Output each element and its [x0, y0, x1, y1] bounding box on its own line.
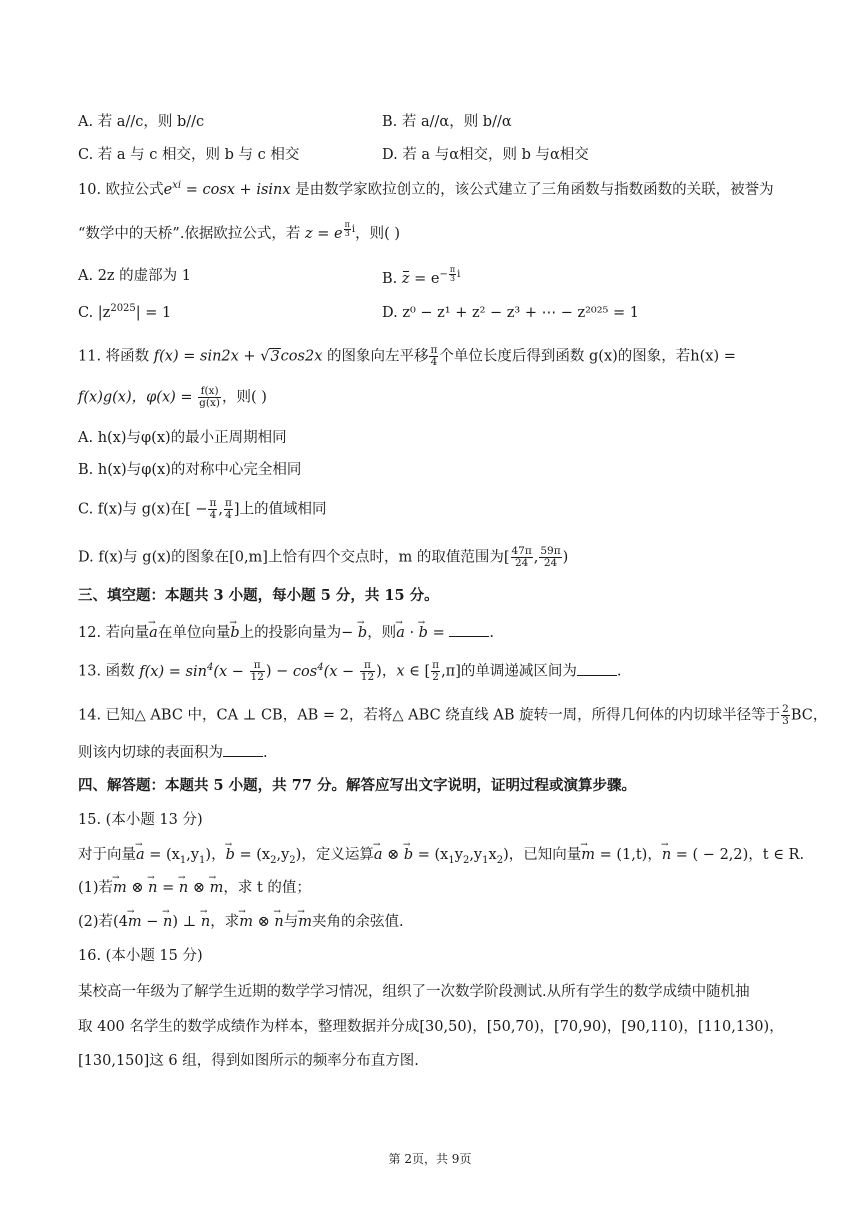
- q9-option-b: B. 若 a//α，则 b//α: [382, 114, 512, 130]
- q14-line2: 则该内切球的表面积为 .: [78, 742, 268, 763]
- section-4-heading: 四、解答题：本题共 5 小题，共 77 分。解答应写出文字说明，证明过程或演算步骤。: [78, 777, 636, 794]
- q16-header: 16. (本小题 15 分): [78, 948, 203, 964]
- q15-header: 15. (本小题 13 分): [78, 812, 203, 828]
- q14-answer-blank[interactable]: [223, 742, 263, 757]
- q11-option-d: D. f(x)与 g(x)的图象在[0,m]上恰有四个交点时，m 的取值范围为[ $\frac{47\pi}{24}$ , $\frac{59\pi}{24}$ ): [78, 545, 569, 569]
- q9-option-c: C. 若 a 与 c 相交，则 b 与 c 相交: [78, 147, 300, 163]
- q13-answer-blank[interactable]: [577, 661, 617, 676]
- q10-option-b: B. $z = e^{- \frac{\pi}{3} i}$: [382, 265, 461, 287]
- q10-line2: “数学中的天桥”.依据欧拉公式，若 z = e $^{\frac{\pi}{3} i}$，则( ): [78, 220, 401, 242]
- q11-option-b: B. h(x)与φ(x)的对称中心完全相同: [78, 462, 302, 478]
- q11-line1: 11. 将函数 f(x) = sin2x + √3cos2x 的图象向左平移 $\frac{\pi}{4}$ 个单位长度后得到函数 g(x)的图象，若h(x) =: [78, 344, 736, 368]
- q16-line1: 某校高一年级为了解学生近期的数学学习情况，组织了一次数学阶段测试.从所有学生的数学成绩中随机抽: [78, 984, 750, 1000]
- q11-line2: f(x)g(x)，φ(x) = $\frac{f(x)}{g(x)}$ ，则( ): [78, 385, 267, 409]
- q15-stem: 对于向量→ $a = (x_1,y_1)$，→ $b = (x_2,y_2)$，定义运算→ a ⊗ → $b = (x_1y_2,y_1x_2)$，已知向量→ m = (1,t)，→ n = ( − 2,2)，t ∈ R.: [78, 845, 804, 865]
- q11-option-c: C. f(x)与 g(x)在[ − $\frac{\pi}{4}$ , $\frac{\pi}{4}$ ]上的值域相同: [78, 497, 327, 521]
- q12-answer-blank[interactable]: [449, 622, 489, 637]
- q11-option-a: A. h(x)与φ(x)的最小正周期相同: [78, 430, 287, 446]
- q15-part1: (1)若→ m ⊗ → n = → n ⊗ → m，求 t 的值；: [78, 878, 311, 898]
- q10-option-a: A. 2z 的虚部为 1: [78, 268, 191, 284]
- q15-part2: (2)若(4→ m − → n) ⊥ → n，求→ m ⊗ → n与→ m夹角的余弦值.: [78, 912, 404, 932]
- q14-line1: 14. 已知△ ABC 中，CA ⊥ CB，AB = 2，若将△ ABC 绕直线 AB 旋转一周，所得几何体的内切球半径等于 $\frac{2}{3}$ BC，: [78, 703, 828, 727]
- q12: 12. 若向量→ a在单位向量→ b上的投影向量为− → b，则→ a · → b = .: [78, 622, 494, 643]
- q10-option-c: C. $|z^{2025}| = 1$: [78, 303, 172, 321]
- q9-option-d: D. 若 a 与α相交，则 b 与α相交: [382, 147, 589, 163]
- q10-option-d: D. z⁰ − z¹ + z² − z³ + ⋯ − z²⁰²⁵ = 1: [382, 305, 639, 321]
- q13: 13. 函数 $f(x) = \sin^4(x$ − $\frac{\pi}{12}$ ) − $\cos^4(x$ − $\frac{\pi}{12}$ )，x ∈ [ $\frac{\pi}{2}$ ,π]的单调递减区间为 .: [78, 659, 622, 683]
- q16-line3: [130,150]这 6 组，得到如图所示的频率分布直方图.: [78, 1053, 419, 1069]
- q16-line2: 取 400 名学生的数学成绩作为样本，整理数据并分成[30,50)，[50,70)，[70,90)，[90,110)，[110,130)，: [78, 1019, 784, 1035]
- q10-line1: 10. 欧拉公式$e^{xi} = \cos x + isinx$ 是由数学家欧拉创立的，该公式建立了三角函数与指数函数的关联，被誉为: [78, 180, 774, 198]
- page-footer: 第 2页，共 9页: [388, 1152, 472, 1166]
- section-3-heading: 三、填空题：本题共 3 小题，每小题 5 分，共 15 分。: [78, 587, 439, 604]
- q9-option-a: A. 若 a//c，则 b//c: [78, 114, 205, 130]
